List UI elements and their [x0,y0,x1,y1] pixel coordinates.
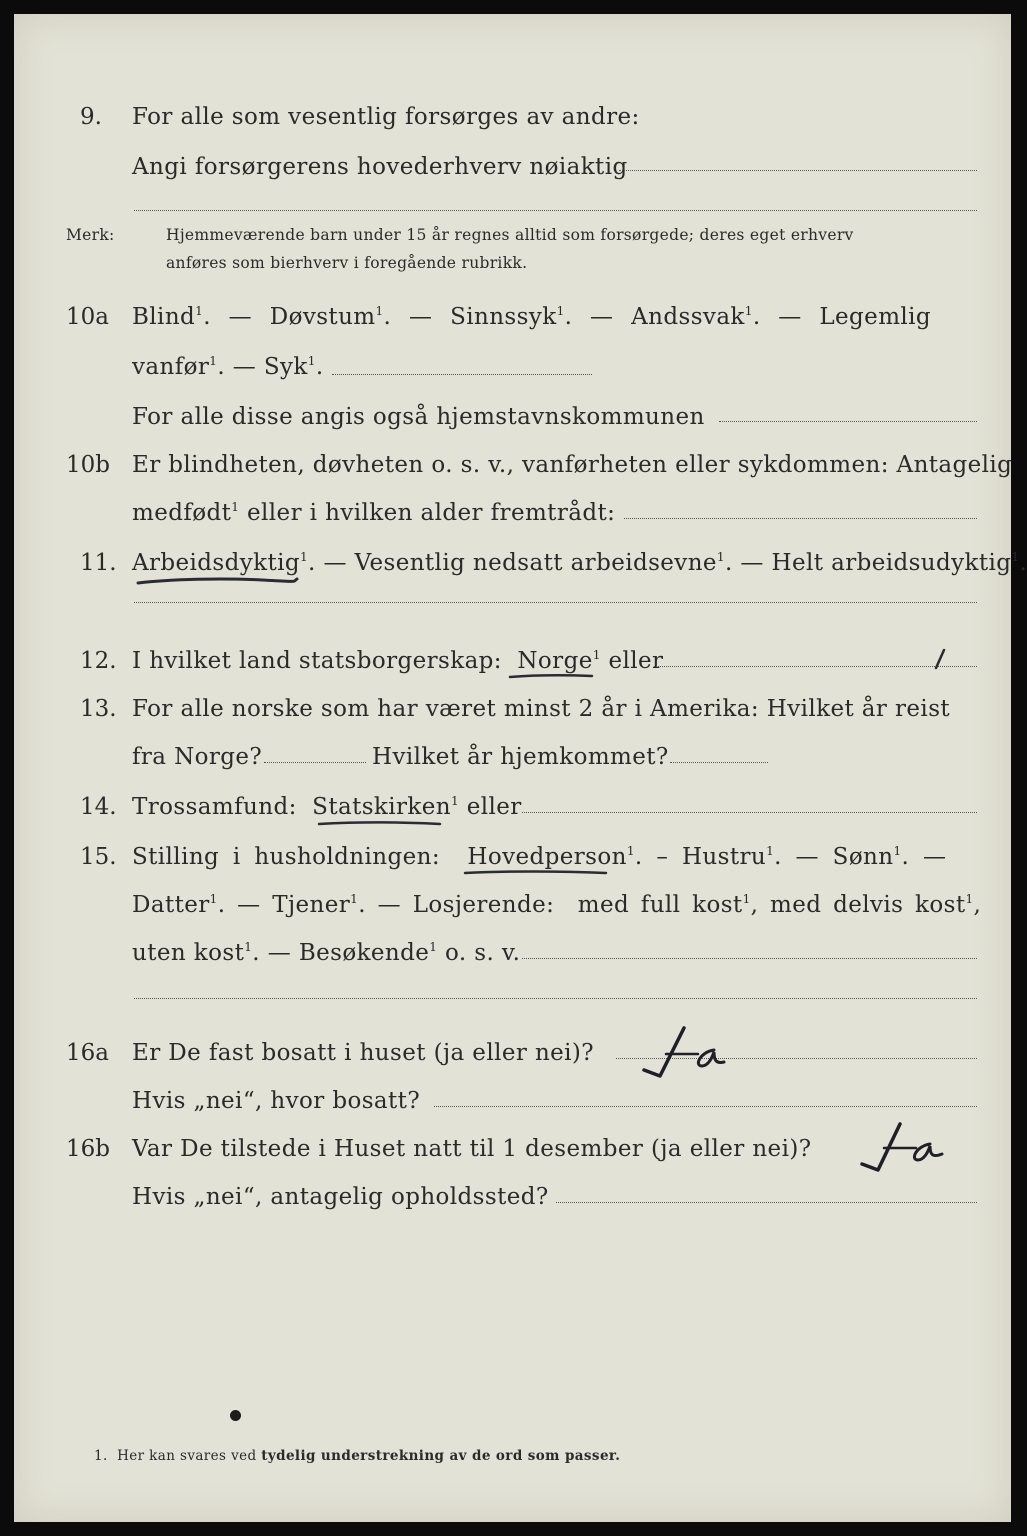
item-11-number: 11. [80,550,117,576]
item-10a-line-1: Blind$^1$. — Døvstum$^1$. — Sinnssyk$^1$. — Andssvak$^1$. — Legemlig [132,304,932,330]
item-16a-handwritten-answer [636,1024,732,1082]
item-16a-if-no: Hvis „nei“, hvor bosatt? [132,1088,421,1114]
item-12-number: 12. [80,648,117,674]
merk-line-2: anføres som bierhverv i foregående rubrikk. [166,254,528,272]
item-10a-number: 10a [66,304,109,330]
item-10a-line-3: For alle disse angis også hjemstavnskommunen [132,404,705,430]
item-13-fra-norge: fra Norge? [132,744,263,770]
item-13-hjemkommet: Hvilket år hjemkommet? [372,744,669,770]
item-15-answer-line-2[interactable] [134,998,977,999]
census-form-page [14,14,1027,1522]
ink-dot [230,1410,241,1421]
item-16b-opholdssted-answer-line[interactable] [556,1202,977,1203]
item-13-line-1: For alle norske som har været minst 2 år i Amerika: Hvilket år reist [132,696,951,722]
footnote: 1. Her kan svares ved tydelig understrekning av de ord som passer. [94,1448,621,1464]
item-16b-question: Var De tilstede i Huset natt til 1 desember (ja eller nei)? [132,1136,812,1162]
item-16b-handwritten-answer [852,1120,952,1178]
item-9-answer-line-2[interactable] [134,210,977,211]
item-16a-question: Er De fast bosatt i huset (ja eller nei)? [132,1040,595,1066]
item-10b-number: 10b [66,452,110,478]
item-16a-number: 16a [66,1040,109,1066]
merk-line-1: Hjemmeværende barn under 15 år regnes alltid som forsørgede; deres eget erhverv [166,226,854,244]
item-14-line: Trossamfund: Statskirken$^1$ eller [132,794,522,820]
item-12-line: I hvilket land statsborgerskap: Norge$^1$ eller [132,648,664,674]
item-11-line: Arbeidsdyktig$^1$. — Vesentlig nedsatt arbeidsevne$^1$. — Helt arbeidsudyktig$^1$. [132,550,1027,576]
item-13-reist-answer-line[interactable] [264,762,366,763]
hovedperson-underline-mark [460,864,610,880]
item-13-number: 13. [80,696,117,722]
item-9-number: 9. [80,104,102,130]
item-12-pen-mark [928,644,952,672]
merk-label: Merk: [66,226,115,244]
item-10a-syk-answer-line[interactable] [332,374,592,375]
item-9-question: For alle som vesentlig forsørges av andre: [132,104,640,130]
item-10a-answer-line[interactable] [719,421,977,422]
item-10b-answer-line[interactable] [624,518,977,519]
item-15-number: 15. [80,844,117,870]
norge-underline-mark [506,668,596,684]
item-15-line-3: uten kost$^1$. — Besøkende$^1$ o. s. v. [132,940,521,966]
item-14-answer-line[interactable] [522,812,977,813]
item-13-hjemkommet-answer-line[interactable] [670,762,768,763]
item-15-line-1: Stilling i husholdningen: Hovedperson$^1$. – Hustru$^1$. — Sønn$^1$. — [132,844,947,870]
item-16b-number: 16b [66,1136,110,1162]
item-9-answer-line[interactable] [619,170,977,171]
item-16b-if-no: Hvis „nei“, antagelig opholdssted? [132,1184,549,1210]
item-10b-line-2: medfødt$^1$ eller i hvilken alder fremtrådt: [132,500,616,526]
statskirken-underline-mark [314,816,444,832]
item-11-answer-line[interactable] [134,602,977,603]
item-15-answer-line[interactable] [522,958,977,959]
arbeidsdyktig-underline-mark [132,570,302,590]
item-16a-bosatt-answer-line[interactable] [434,1106,977,1107]
item-10a-line-2: vanfør$^1$. — Syk$^1$. [132,354,324,380]
item-9-subquestion: Angi forsørgerens hovederhverv nøiaktig [132,154,628,180]
item-10b-line-1: Er blindheten, døvheten o. s. v., vanførheten eller sykdommen: Antagelig [132,452,1013,478]
item-15-line-2: Datter$^1$. — Tjener$^1$. — Losjerende: med full kost$^1$, med delvis kost$^1$, [132,892,982,918]
item-14-number: 14. [80,794,117,820]
